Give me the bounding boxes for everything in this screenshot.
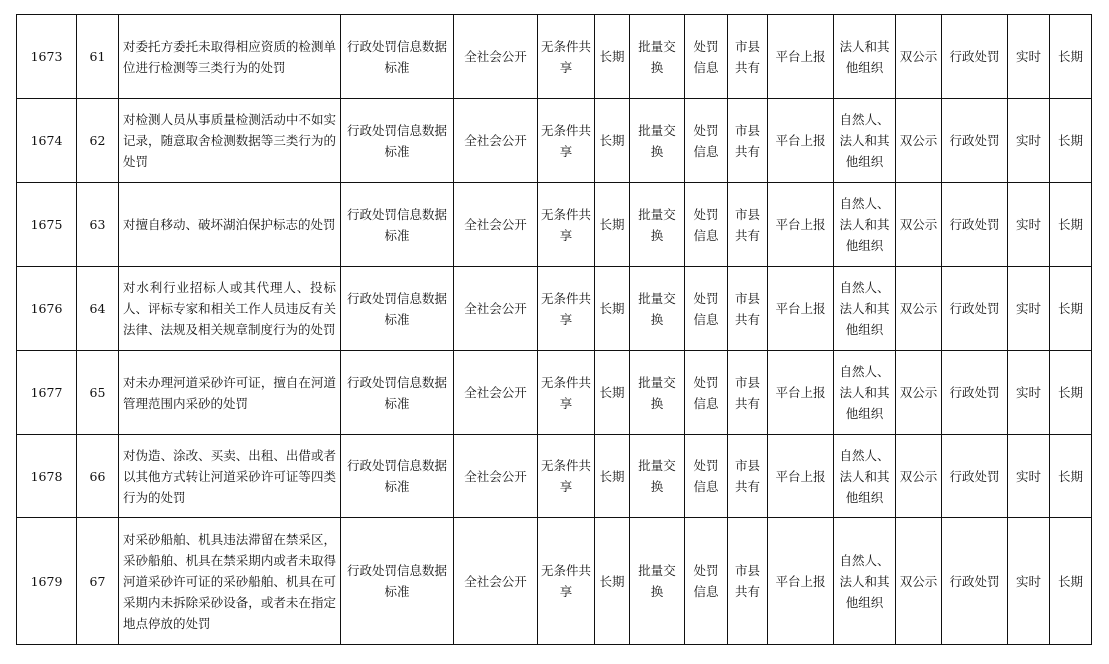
cell-data-standard: 行政处罚信息数据标准 [341,351,454,435]
cell-data-standard: 行政处罚信息数据标准 [341,267,454,351]
cell-share-type: 无条件共享 [538,518,595,645]
cell-timeliness: 实时 [1008,267,1050,351]
cell-report-method: 平台上报 [768,15,834,99]
cell-publicity-type: 双公示 [896,267,942,351]
cell-sub-number: 66 [77,435,119,518]
cell-item-name: 对委托方委托未取得相应资质的检测单位进行检测等三类行为的处罚 [119,15,341,99]
cell-report-method: 平台上报 [768,518,834,645]
cell-subject-type: 法人和其他组织 [834,15,896,99]
cell-info-category: 处罚信息 [685,518,728,645]
cell-item-name: 对采砂船舶、机具违法滞留在禁采区，采砂船舶、机具在禁采期内或者未取得河道采砂许可证的采砂船舶、机具在可采期内未拆除采砂设备，或者未在指定地点停放的处罚 [119,518,341,645]
cell-action-type: 行政处罚 [942,351,1008,435]
cell-sequence-number: 1673 [17,15,77,99]
cell-update-period: 长期 [595,435,630,518]
cell-retention: 长期 [1050,15,1092,99]
table-row [17,518,1092,645]
cell-retention: 长期 [1050,435,1092,518]
table-row [17,99,1092,183]
cell-open-scope: 全社会公开 [454,351,538,435]
cell-update-period: 长期 [595,15,630,99]
cell-report-method: 平台上报 [768,351,834,435]
cell-share-type: 无条件共享 [538,99,595,183]
cell-item-name: 对未办理河道采砂许可证，擅自在河道管理范围内采砂的处罚 [119,351,341,435]
cell-publicity-type: 双公示 [896,183,942,267]
cell-info-category: 处罚信息 [685,435,728,518]
cell-action-type: 行政处罚 [942,183,1008,267]
cell-admin-level: 市县共有 [728,99,768,183]
cell-data-standard: 行政处罚信息数据标准 [341,435,454,518]
data-catalog-table [16,14,1092,645]
cell-sub-number: 64 [77,267,119,351]
cell-exchange-method: 批量交换 [630,435,685,518]
cell-subject-type: 自然人、法人和其他组织 [834,267,896,351]
cell-exchange-method: 批量交换 [630,267,685,351]
cell-action-type: 行政处罚 [942,518,1008,645]
cell-data-standard: 行政处罚信息数据标准 [341,183,454,267]
cell-subject-type: 自然人、法人和其他组织 [834,435,896,518]
cell-sub-number: 61 [77,15,119,99]
cell-timeliness: 实时 [1008,351,1050,435]
cell-share-type: 无条件共享 [538,15,595,99]
cell-report-method: 平台上报 [768,99,834,183]
cell-update-period: 长期 [595,351,630,435]
cell-open-scope: 全社会公开 [454,99,538,183]
cell-sub-number: 62 [77,99,119,183]
cell-update-period: 长期 [595,518,630,645]
cell-share-type: 无条件共享 [538,435,595,518]
cell-retention: 长期 [1050,183,1092,267]
cell-publicity-type: 双公示 [896,351,942,435]
cell-exchange-method: 批量交换 [630,351,685,435]
cell-admin-level: 市县共有 [728,267,768,351]
cell-item-name: 对水利行业招标人或其代理人、投标人、评标专家和相关工作人员违反有关法律、法规及相关规章制度行为的处罚 [119,267,341,351]
cell-data-standard: 行政处罚信息数据标准 [341,518,454,645]
cell-exchange-method: 批量交换 [630,99,685,183]
cell-admin-level: 市县共有 [728,351,768,435]
cell-item-name: 对擅自移动、破坏湖泊保护标志的处罚 [119,183,341,267]
cell-share-type: 无条件共享 [538,267,595,351]
cell-subject-type: 自然人、法人和其他组织 [834,99,896,183]
cell-sequence-number: 1674 [17,99,77,183]
cell-action-type: 行政处罚 [942,435,1008,518]
cell-action-type: 行政处罚 [942,15,1008,99]
cell-admin-level: 市县共有 [728,183,768,267]
cell-exchange-method: 批量交换 [630,183,685,267]
cell-admin-level: 市县共有 [728,435,768,518]
cell-data-standard: 行政处罚信息数据标准 [341,99,454,183]
cell-retention: 长期 [1050,518,1092,645]
cell-sequence-number: 1677 [17,351,77,435]
cell-info-category: 处罚信息 [685,183,728,267]
cell-sequence-number: 1676 [17,267,77,351]
cell-sequence-number: 1678 [17,435,77,518]
cell-info-category: 处罚信息 [685,15,728,99]
cell-sub-number: 63 [77,183,119,267]
cell-action-type: 行政处罚 [942,99,1008,183]
cell-timeliness: 实时 [1008,99,1050,183]
cell-publicity-type: 双公示 [896,435,942,518]
cell-admin-level: 市县共有 [728,518,768,645]
cell-retention: 长期 [1050,99,1092,183]
cell-timeliness: 实时 [1008,183,1050,267]
cell-update-period: 长期 [595,99,630,183]
cell-item-name: 对伪造、涂改、买卖、出租、出借或者以其他方式转让河道采砂许可证等四类行为的处罚 [119,435,341,518]
cell-sequence-number: 1679 [17,518,77,645]
cell-publicity-type: 双公示 [896,518,942,645]
cell-retention: 长期 [1050,351,1092,435]
cell-report-method: 平台上报 [768,183,834,267]
cell-report-method: 平台上报 [768,435,834,518]
catalog-page [16,14,1091,645]
cell-retention: 长期 [1050,267,1092,351]
cell-subject-type: 自然人、法人和其他组织 [834,518,896,645]
cell-update-period: 长期 [595,183,630,267]
cell-share-type: 无条件共享 [538,351,595,435]
table-row [17,267,1092,351]
cell-open-scope: 全社会公开 [454,183,538,267]
cell-sequence-number: 1675 [17,183,77,267]
cell-action-type: 行政处罚 [942,267,1008,351]
cell-timeliness: 实时 [1008,518,1050,645]
cell-open-scope: 全社会公开 [454,267,538,351]
cell-exchange-method: 批量交换 [630,15,685,99]
table-row [17,15,1092,99]
cell-open-scope: 全社会公开 [454,435,538,518]
cell-timeliness: 实时 [1008,435,1050,518]
cell-open-scope: 全社会公开 [454,15,538,99]
cell-info-category: 处罚信息 [685,99,728,183]
table-row [17,183,1092,267]
cell-publicity-type: 双公示 [896,15,942,99]
cell-item-name: 对检测人员从事质量检测活动中不如实记录，随意取舍检测数据等三类行为的处罚 [119,99,341,183]
cell-share-type: 无条件共享 [538,183,595,267]
cell-report-method: 平台上报 [768,267,834,351]
cell-sub-number: 67 [77,518,119,645]
cell-timeliness: 实时 [1008,15,1050,99]
cell-subject-type: 自然人、法人和其他组织 [834,183,896,267]
table-row [17,435,1092,518]
cell-info-category: 处罚信息 [685,267,728,351]
cell-update-period: 长期 [595,267,630,351]
cell-info-category: 处罚信息 [685,351,728,435]
cell-sub-number: 65 [77,351,119,435]
cell-subject-type: 自然人、法人和其他组织 [834,351,896,435]
table-row [17,351,1092,435]
cell-exchange-method: 批量交换 [630,518,685,645]
cell-data-standard: 行政处罚信息数据标准 [341,15,454,99]
cell-publicity-type: 双公示 [896,99,942,183]
cell-open-scope: 全社会公开 [454,518,538,645]
cell-admin-level: 市县共有 [728,15,768,99]
